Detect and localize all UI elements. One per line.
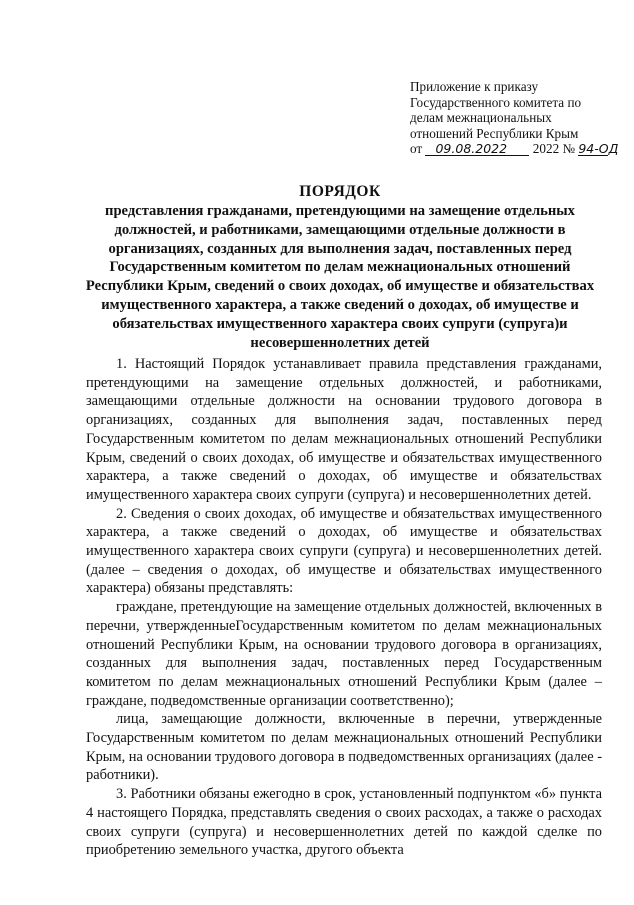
document-subtitle: представления гражданами, претендующими на замещение отдельных должностей, и работниками, замещающими отдельные должности в организациях, созданных для выполнения задач, поставленных перед Государственным комитетом по делам межнациональных отношений Республики Крым, сведений о своих доходах, об имуществе и обязательствах имущественного характера, а также сведений о доходах, об имуществе и обязательствах имущественного характера своих супруги (супруга)и несовершеннолетних детей <box>85 203 595 351</box>
annex-from-label: от <box>410 141 423 156</box>
annex-line-4: отношений Республики Крым <box>410 125 579 141</box>
paragraph-2: 2. Сведения о своих доходах, об имуществе и обязательствах имущественного характера, а также сведений о доходах, об имуществе и обязательствах имущественного характера своих супруги (супруга) и несовершеннолетних детей. (далее – сведения о доходах, об имуществе и обязательствах имущественного характера) обязаны представлять: <box>86 505 602 597</box>
handwritten-date: 09.08.2022 <box>425 142 529 156</box>
document-body <box>86 355 602 860</box>
document-title: ПОРЯДОК <box>299 183 381 200</box>
paragraph-citizens: граждане, претендующие на замещение отдельных должностей, включенных в перечни, утвержденныеГосударственным комитетом по делам межнациональных отношений Республики Крым, на основании трудового договора в организациях, созданных для выполнения задач, поставленных перед Государственным комитетом по делам межнациональных отношений Республики Крым (далее – граждане, подведомственные организации соответственно); <box>86 599 602 709</box>
paragraph-1: 1. Настоящий Порядок устанавливает правила представления гражданами, претендующими на замещение отдельных должностей, и работниками, замещающими отдельные должности на основании трудового договора в организациях, созданных для выполнения задач, поставленных перед Государственным комитетом по делам межнациональных отношений Республики Крым, сведений о своих доходах, об имуществе и обязательствах имущественного характера, а также сведений о доходах, об имуществе и обязательствах имущественного характера своих супруги (супруга) и несовершеннолетних детей. <box>86 356 602 503</box>
annex-date-line <box>410 141 620 157</box>
annex-block <box>410 79 620 157</box>
paragraph-persons: лица, замещающие должности, включенные в перечни, утвержденные Государственным комитетом по делам межнациональных отношений Республики Крым, на основании трудового договора в подведомственных организациях (далее - работники). <box>86 711 602 784</box>
annex-line-3: делам межнациональных <box>410 110 552 125</box>
paragraph-3: 3. Работники обязаны ежегодно в срок, установленный подпунктом «б» пункта 4 настоящего Порядка, представлять сведения о своих расходах, а также о расходах своих супруги (супруга) и несовершеннолетних детей по каждой сделке по приобретению земельного участка, другого объекта <box>86 786 602 859</box>
annex-line-1: Приложение к приказу <box>410 79 539 94</box>
annex-line-2: Государственного комитета по <box>410 94 582 110</box>
handwritten-order-number: 94-ОД <box>578 141 619 156</box>
annex-year-label: 2022 № <box>532 141 576 156</box>
